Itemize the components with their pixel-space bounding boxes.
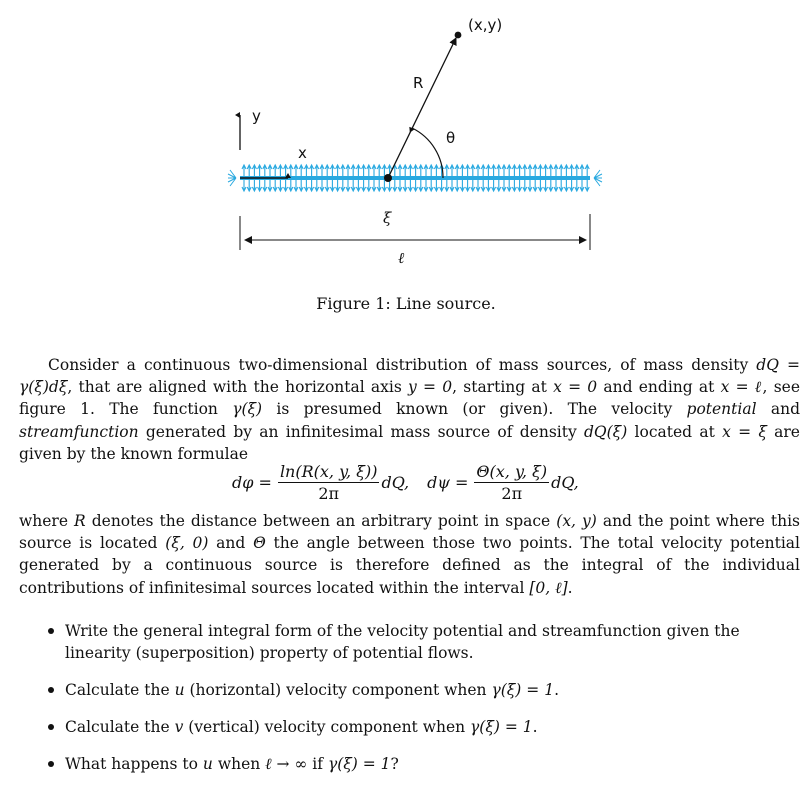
source-arrow — [502, 165, 506, 176]
source-arrow — [377, 180, 381, 191]
source-arrow — [471, 180, 475, 191]
source-arrow — [570, 165, 574, 176]
source-arrow — [284, 180, 288, 191]
source-arrows-up — [242, 165, 589, 176]
source-arrow — [575, 180, 579, 191]
source-arrow — [330, 165, 334, 176]
source-arrow — [554, 165, 558, 176]
source-arrow — [570, 180, 574, 191]
source-arrow — [476, 165, 480, 176]
figure-caption: Figure 1: Line source. — [316, 294, 496, 313]
source-arrow — [263, 180, 267, 191]
source-arrow — [419, 180, 423, 191]
source-arrow — [284, 165, 288, 176]
x-axis-label: x — [298, 144, 307, 162]
source-arrow — [440, 180, 444, 191]
source-arrow — [564, 165, 568, 176]
eq-lhs-phi: dφ = — [232, 473, 272, 492]
source-arrow — [310, 180, 314, 191]
source-arrow — [523, 165, 527, 176]
source-arrow — [242, 165, 246, 176]
source-arrow — [362, 180, 366, 191]
source-arrow — [549, 180, 553, 191]
source-arrow — [414, 180, 418, 191]
eq-dq-2: dQ, — [551, 473, 579, 492]
eq-dq-1: dQ, — [381, 473, 410, 492]
source-arrow — [336, 165, 340, 176]
source-arrow — [336, 180, 340, 191]
source-arrow — [351, 180, 355, 191]
source-arrow — [278, 165, 282, 176]
theta-label: θ — [446, 129, 456, 147]
source-arrow — [367, 165, 371, 176]
source-arrow — [455, 165, 459, 176]
source-arrow — [341, 165, 345, 176]
source-arrow — [559, 165, 563, 176]
source-arrow — [273, 165, 277, 176]
source-arrow — [528, 180, 532, 191]
length-label: ℓ — [398, 249, 405, 267]
source-arrow — [533, 180, 537, 191]
source-arrow — [304, 180, 308, 191]
fraction-phi: $\frac{\ln(R(x, y, \xi))}{2\pi}$ — [279, 462, 378, 503]
source-arrow — [481, 165, 485, 176]
source-arrow — [289, 165, 293, 176]
source-arrow — [304, 165, 308, 176]
source-arrow — [247, 165, 251, 176]
source-arrow — [580, 180, 584, 191]
source-arrow — [523, 180, 527, 191]
source-arrow — [450, 180, 454, 191]
source-arrow — [362, 165, 366, 176]
source-arrow — [419, 165, 423, 176]
source-arrow — [382, 165, 386, 176]
source-arrow — [258, 165, 262, 176]
source-arrow — [471, 165, 475, 176]
source-arrow — [330, 180, 334, 191]
source-arrow — [289, 180, 293, 191]
point-label: (x,y) — [468, 16, 503, 34]
r-label: R — [413, 74, 424, 92]
source-arrow — [273, 180, 277, 191]
source-arrow — [403, 180, 407, 191]
question-list — [40, 620, 800, 790]
source-arrow — [466, 165, 470, 176]
source-arrow — [325, 180, 329, 191]
source-arrow — [497, 165, 501, 176]
source-arrow — [252, 165, 256, 176]
paragraph-1: Consider a continuous two-dimensional distribution of mass sources, of mass density dQ = γ(ξ)dξ, that are aligned with the horizontal axis y = 0, starting at x = 0 and ending at x = ℓ, see figure 1. The function γ(ξ) is presumed known (or given). The velocity potential and streamfunction generated by an infinitesimal mass source of density dQ(ξ) located at x = ξ are given by the known formulae — [19, 356, 800, 463]
theta-arc — [412, 128, 443, 178]
source-arrow — [356, 180, 360, 191]
source-arrows-down — [242, 180, 589, 191]
source-arrow — [429, 180, 433, 191]
source-arrow — [408, 180, 412, 191]
source-arrow — [502, 180, 506, 191]
source-arrow — [486, 180, 490, 191]
source-arrow — [294, 165, 298, 176]
source-arrow — [450, 165, 454, 176]
source-arrow — [356, 165, 360, 176]
source-arrow — [247, 180, 251, 191]
question-item: What happens to u when ℓ → ∞ if γ(ξ) = 1? — [40, 753, 800, 775]
source-arrow — [544, 165, 548, 176]
source-arrow — [393, 180, 397, 191]
source-arrow — [403, 165, 407, 176]
source-arrow — [481, 180, 485, 191]
source-arrow — [299, 165, 303, 176]
source-arrow — [486, 165, 490, 176]
source-arrow — [538, 165, 542, 176]
r-line — [388, 38, 456, 178]
source-arrow — [549, 165, 553, 176]
source-arrow — [294, 180, 298, 191]
source-arrow — [398, 180, 402, 191]
source-arrow — [554, 180, 558, 191]
source-arrow — [466, 180, 470, 191]
source-arrow — [434, 165, 438, 176]
source-arrow — [424, 180, 428, 191]
source-arrow — [538, 180, 542, 191]
source-arrow — [559, 180, 563, 191]
source-arrow — [585, 180, 589, 191]
source-arrow — [429, 165, 433, 176]
source-arrow — [299, 180, 303, 191]
source-arrow — [346, 165, 350, 176]
source-arrow — [564, 180, 568, 191]
source-arrow — [460, 180, 464, 191]
source-arrow — [512, 180, 516, 191]
source-arrow — [382, 180, 386, 191]
source-arrow — [372, 180, 376, 191]
question-item: Calculate the u (horizontal) velocity component when γ(ξ) = 1. — [40, 679, 800, 701]
source-arrow — [460, 165, 464, 176]
source-arrow — [320, 165, 324, 176]
question-item: Write the general integral form of the velocity potential and streamfunction given the linearity (superposition) property of potential flows. — [40, 620, 800, 664]
source-arrow — [518, 165, 522, 176]
source-arrow — [258, 180, 262, 191]
potential-equation — [232, 462, 579, 503]
source-arrow — [315, 180, 319, 191]
source-arrow — [575, 165, 579, 176]
source-arrow — [585, 165, 589, 176]
y-axis-label: y — [252, 107, 261, 125]
source-arrow — [377, 165, 381, 176]
source-arrow — [414, 165, 418, 176]
source-arrow — [518, 180, 522, 191]
source-point — [384, 174, 392, 182]
source-arrow — [528, 165, 532, 176]
source-arrow — [252, 180, 256, 191]
length-arrow-left — [244, 236, 252, 244]
field-point — [455, 32, 462, 39]
source-arrow — [325, 165, 329, 176]
source-arrow — [268, 165, 272, 176]
source-arrow — [497, 180, 501, 191]
source-arrow — [263, 165, 267, 176]
xi-label: ξ — [383, 209, 392, 227]
source-arrow — [320, 180, 324, 191]
source-arrow — [580, 165, 584, 176]
line-source-figure — [0, 0, 812, 300]
source-arrow — [445, 165, 449, 176]
source-arrow — [544, 180, 548, 191]
fraction-psi: $\frac{\Theta(x, y, \xi)}{2\pi}$ — [476, 462, 548, 503]
source-arrow — [268, 180, 272, 191]
source-arrow — [476, 180, 480, 191]
source-arrow — [408, 165, 412, 176]
source-arrow — [341, 180, 345, 191]
source-arrow — [278, 180, 282, 191]
source-arrow — [346, 180, 350, 191]
source-arrow — [398, 165, 402, 176]
source-arrow — [434, 180, 438, 191]
source-arrow — [507, 180, 511, 191]
eq-lhs-psi: dψ = — [427, 473, 469, 492]
source-arrow — [492, 180, 496, 191]
source-arrow — [445, 180, 449, 191]
question-item: Calculate the v (vertical) velocity component when γ(ξ) = 1. — [40, 716, 800, 738]
source-arrow — [492, 165, 496, 176]
source-arrow — [367, 180, 371, 191]
source-arrow — [455, 180, 459, 191]
source-arrow — [533, 165, 537, 176]
paragraph-2: where R denotes the distance between an arbitrary point in space (x, y) and the point where this source is located (ξ, 0) and Θ the angle between those two points. The total velocity potential generated by a continuous source is therefore defined as the integral of the individual contributions of infinitesimal sources located within the interval [0, ℓ]. — [19, 512, 801, 597]
source-arrow — [310, 165, 314, 176]
source-arrow — [351, 165, 355, 176]
source-arrow — [512, 165, 516, 176]
source-arrow — [424, 165, 428, 176]
source-arrow — [315, 165, 319, 176]
source-arrow — [242, 180, 246, 191]
source-arrow — [372, 165, 376, 176]
source-arrow — [507, 165, 511, 176]
